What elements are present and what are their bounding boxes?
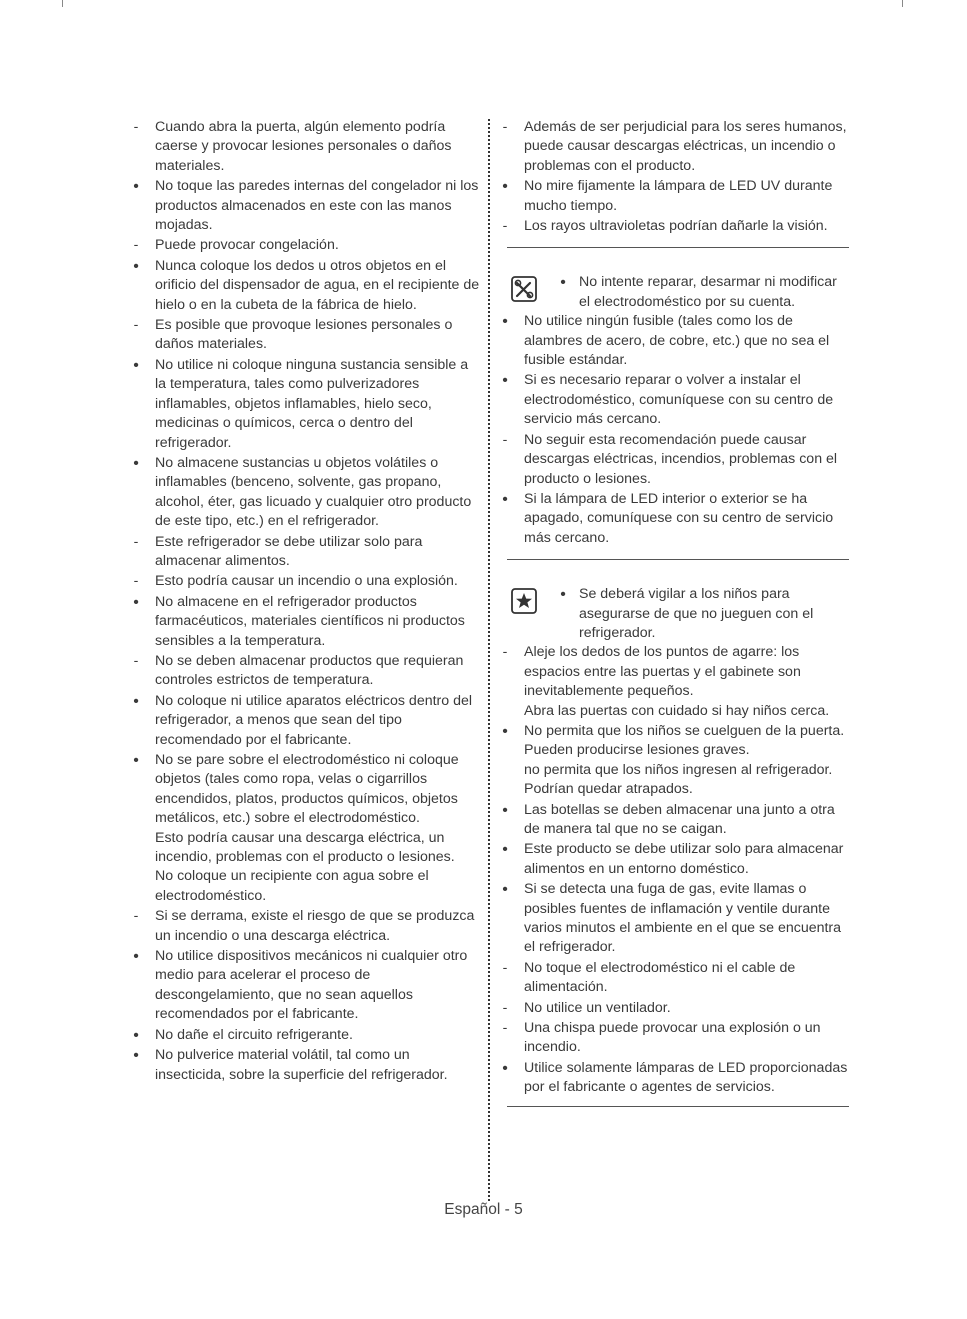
dash-marker: - [133, 652, 139, 669]
bullet-marker: • [502, 881, 508, 899]
bullet-marker: • [133, 692, 139, 710]
repair-notice-lead: • No intente reparar, desarmar ni modificar el electrodoméstico por su cuenta. [560, 274, 837, 310]
item-text: Este refrigerador se debe utilizar solo para almacenar alimentos. [155, 533, 423, 569]
item-text: Esto podría causar un incendio o una explosión. [155, 573, 458, 590]
item-text: No toque las paredes internas del congelador ni los productos almacenados en este con las manos mojadas. [155, 178, 479, 234]
list-item [497, 217, 849, 236]
dash-marker: - [133, 119, 139, 135]
item-text: Podrían quedar atrapados. [524, 781, 693, 798]
bullet-marker: • [502, 801, 508, 819]
bullet-marker: • [133, 257, 139, 275]
dash-marker: - [133, 573, 139, 590]
list-item [128, 257, 480, 315]
section-rule [507, 247, 849, 248]
list-item [497, 999, 849, 1018]
item-text: No utilice ningún fusible (tales como los de alambres de acero, de cobre, etc.) que no sea el fusible estándar. [524, 313, 830, 369]
list-item [128, 533, 480, 572]
item-text: Una chispa puede provocar una explosión o un incendio. [524, 1020, 821, 1056]
left-column [128, 118, 480, 1086]
repair-notice-list [497, 312, 849, 548]
list-item [128, 177, 480, 235]
bullet-marker: • [502, 490, 508, 508]
item-text: Este producto se debe utilizar solo para almacenar alimentos en un entorno doméstico. [524, 841, 844, 877]
list-item [128, 1046, 480, 1085]
item-text: No utilice ni coloque ninguna sustancia sensible a la temperatura, tales como pulverizadores inflamables, objetos inflamables, hielo seco, medicinas o químicos, cerca o dentro del refrigerador. [155, 356, 469, 451]
bullet-marker: • [133, 1026, 139, 1044]
item-text: Pueden producirse lesiones graves. [524, 742, 750, 759]
dash-marker: - [502, 644, 508, 661]
dash-marker: - [502, 1020, 508, 1037]
dash-marker: - [502, 431, 508, 448]
list-item [128, 947, 480, 1025]
list-item [497, 431, 849, 489]
bullet-marker: • [133, 752, 139, 769]
item-text: Puede provocar congelación. [155, 237, 339, 254]
list-item [497, 643, 849, 721]
list-item [497, 880, 849, 958]
bullet-marker: • [502, 178, 508, 196]
list-item [128, 907, 480, 946]
item-text: No utilice un ventilador. [524, 999, 671, 1016]
dash-marker: - [502, 959, 508, 976]
bullet-marker: • [502, 722, 508, 740]
list-item [497, 490, 849, 548]
children-notice-list [497, 643, 849, 1097]
list-item [128, 572, 480, 591]
item-text: Si es necesario reparar o volver a instalar el electrodoméstico, comuníquese con su centro de servicio más cercano. [524, 372, 834, 428]
children-notice-lead: • Se deberá vigilar a los niños para asegurarse de que no jueguen con el refrigerador. [560, 586, 814, 641]
item-text: Además de ser perjudicial para los seres humanos, puede causar descargas eléctricas, un incendio o problemas con el producto. [524, 119, 847, 174]
section-rule [507, 1106, 849, 1107]
item-text: No coloque un recipiente con agua sobre el electrodoméstico. [155, 868, 429, 904]
list-item [128, 593, 480, 651]
item-text: Cuando abra la puerta, algún elemento podría caerse y provocar lesiones personales o daños materiales. [155, 119, 452, 174]
crop-mark-left [62, 0, 63, 7]
bullet-marker: • [133, 948, 139, 966]
list-item [128, 118, 480, 176]
list-item [128, 236, 480, 255]
item-text: no permita que los niños ingresen al refrigerador. [524, 761, 833, 778]
bullet-marker: • [502, 841, 508, 859]
item-text: Si se derrama, existe el riesgo de que se produzca un incendio o una descarga eléctrica. [155, 908, 475, 944]
item-text: Si la lámpara de LED interior o exterior se ha apagado, comuníquese con su centro de servicio más cercano. [524, 490, 834, 546]
item-text: Abra las puertas con cuidado si hay niños cerca. [524, 702, 830, 719]
list-item [128, 1026, 480, 1045]
bullet-marker: • [133, 178, 139, 196]
list-item [128, 454, 480, 532]
list-item [497, 840, 849, 879]
item-text: No utilice dispositivos mecánicos ni cualquier otro medio para acelerar el proceso de descongelamiento, que no sean aquellos recomendados por el fabricante. [155, 948, 468, 1023]
list-item [497, 1019, 849, 1058]
dash-marker: - [133, 533, 139, 550]
bullet-marker: • [502, 372, 508, 390]
list-item [128, 356, 480, 453]
list-item [497, 801, 849, 840]
section-rule [507, 559, 849, 560]
item-text: No almacene sustancias u objetos volátiles o inflamables (benceno, solvente, gas propano, alcohol, éter, gas licuado y cualquier otro producto de este tipo, etc.) en el refrigerador. [155, 454, 472, 530]
item-text: Esto podría causar una descarga eléctrica, un incendio, problemas con el producto o lesiones. [155, 829, 455, 866]
list-item [497, 959, 849, 998]
list-item [497, 312, 849, 370]
item-text: No mire fijamente la lámpara de LED UV durante mucho tiempo. [524, 178, 833, 214]
dash-marker: - [502, 218, 508, 235]
bullet-marker: • [502, 313, 508, 331]
item-text: Utilice solamente lámparas de LED proporcionadas por el fabricante o agentes de servicios. [524, 1059, 848, 1096]
item-text: No coloque ni utilice aparatos eléctricos dentro del refrigerador, a menos que sean del tipo recomendado por el fabricante. [155, 692, 473, 748]
item-text: Las botellas se deben almacenar una junto a otra de manera tal que no se caigan. [524, 801, 835, 837]
item-text: Si se detecta una fuga de gas, evite llamas o posibles fuentes de inflamación y ventile durante varios minutos el ambiente en el que se encuentra el refrigerador. [524, 881, 842, 956]
item-text: No se deben almacenar productos que requieran controles estrictos de temperatura. [155, 652, 464, 689]
dash-marker: - [133, 317, 139, 334]
dash-marker: - [133, 237, 139, 254]
item-text: No se pare sobre el electrodoméstico ni coloque objetos (tales como ropa, velas o cigarrillos encendidos, platos, productos químicos, objetos metálicos, etc.) sobre el electrodoméstico. [155, 752, 459, 827]
bullet-marker: • [502, 1059, 508, 1077]
list-item [128, 692, 480, 750]
item-text: No toque el electrodoméstico ni el cable de alimentación. [524, 959, 796, 996]
item-text: Los rayos ultravioletas podrían dañarle la visión. [524, 218, 828, 235]
list-item [128, 316, 480, 355]
dash-marker: - [133, 908, 139, 925]
bullet-marker: • [133, 1047, 139, 1065]
repair-notice [497, 260, 849, 548]
children-notice [497, 572, 849, 1098]
bullet-marker: • [133, 593, 139, 611]
list-item [497, 1059, 849, 1098]
crop-mark-right [902, 0, 903, 7]
bullet-marker: • [133, 356, 139, 374]
list-item [497, 177, 849, 216]
list-item [497, 371, 849, 429]
right-top-list [497, 118, 849, 236]
page-number: Español - 5 [444, 1201, 523, 1218]
bullet-marker: • [133, 454, 139, 472]
dash-marker: - [502, 119, 508, 135]
item-text: No pulverice material volátil, tal como un insecticida, sobre la superficie del refrigerador. [155, 1047, 448, 1083]
dash-marker: - [502, 999, 508, 1016]
item-text: Aleje los dedos de los puntos de agarre: los espacios entre las puertas y el gabinete son inevitablemente pequeños. [524, 644, 801, 700]
list-item [497, 722, 849, 800]
right-column [497, 118, 849, 1119]
item-text: No dañe el circuito refrigerante. [155, 1026, 353, 1043]
list-item [497, 118, 849, 176]
list-item [128, 751, 480, 906]
item-text: No almacene en el refrigerador productos farmacéuticos, materiales científicos ni productos sensibles a la temperatura. [155, 593, 465, 649]
list-item [128, 652, 480, 691]
item-text: No permita que los niños se cuelguen de la puerta. [524, 722, 845, 739]
item-text: Nunca coloque los dedos u otros objetos en el orificio del dispensador de agua, en el recipiente de hielo o en la cubeta de la fábrica de hielo. [155, 257, 480, 313]
item-text: No seguir esta recomendación puede causar descargas eléctricas, incendios, problemas con el producto o lesiones. [524, 431, 838, 487]
item-text: Es posible que provoque lesiones personales o daños materiales. [155, 317, 453, 353]
column-divider [488, 119, 490, 1201]
